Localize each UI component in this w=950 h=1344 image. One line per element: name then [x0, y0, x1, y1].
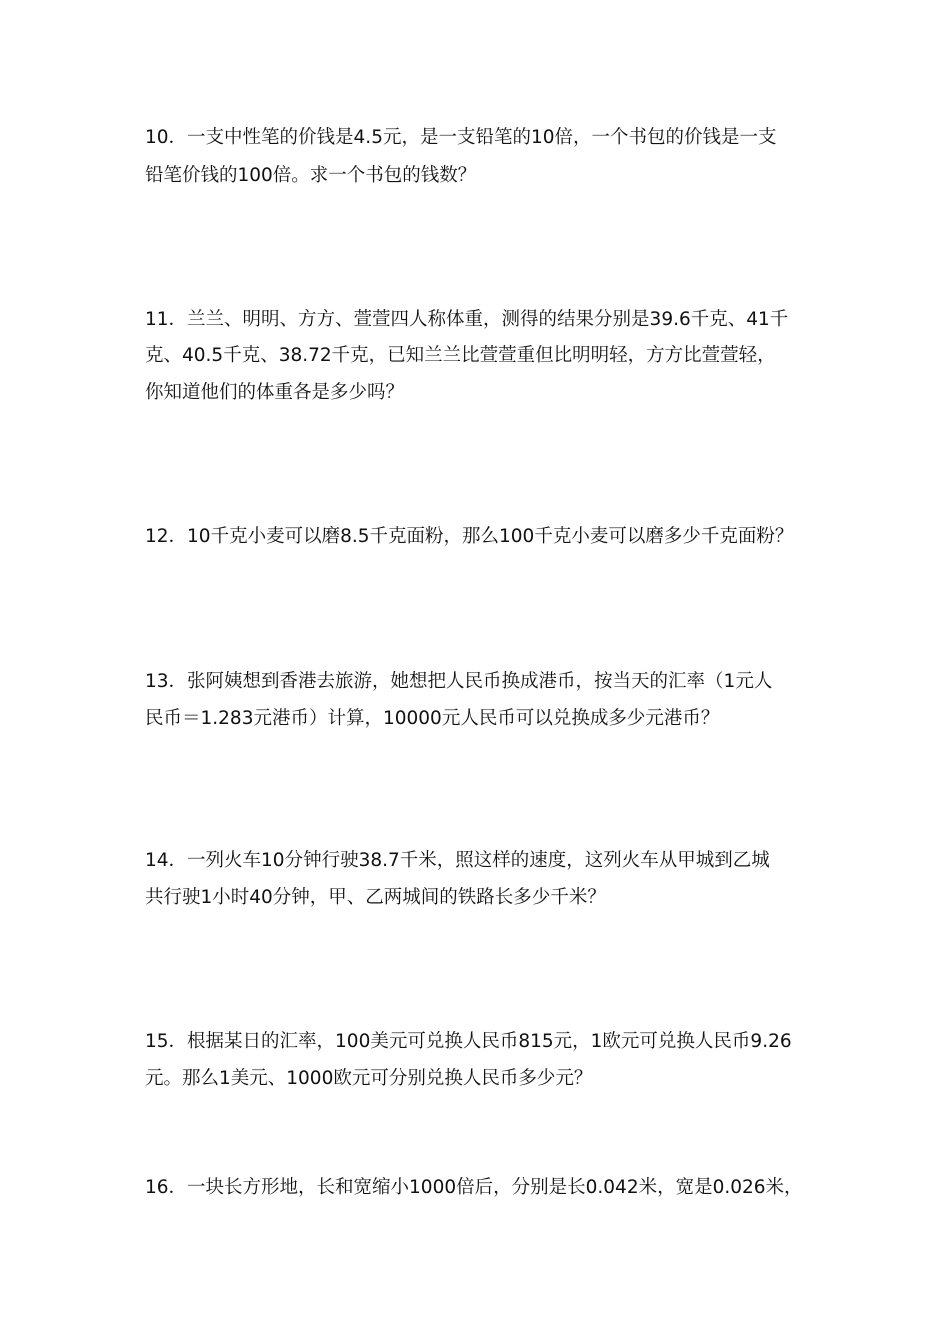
problem-14-line-1: 14．一列火车10分钟行驶38.7千米，照这样的速度，这列火车从甲城到乙城 [145, 850, 770, 871]
problem-10-line-2: 铅笔价钱的100倍。求一个书包的钱数？ [145, 165, 477, 186]
problem-11-line-1: 11．兰兰、明明、方方、萱萱四人称体重，测得的结果分别是39.6千克、41千 [145, 309, 789, 330]
problem-13-line-1: 13．张阿姨想到香港去旅游，她想把人民币换成港币，按当天的汇率（1元人 [145, 671, 773, 692]
problem-15-line-1: 15．根据某日的汇率，100美元可兑换人民币815元，1欧元可兑换人民币9.26 [145, 1031, 792, 1052]
problem-11-line-2: 克、40.5千克、38.72千克，已知兰兰比萱萱重但比明明轻，方方比萱萱轻， [145, 345, 776, 366]
problem-13-line-2: 民币＝1.283元港币）计算，10000元人民币可以兑换成多少元港币？ [145, 708, 720, 729]
problem-12-line-1: 12．10千克小麦可以磨8.5千克面粉，那么100千克小麦可以磨多少千克面粉？ [145, 526, 794, 547]
problem-16-line-1: 16．一块长方形地，长和宽缩小1000倍后，分别是长0.042米，宽是0.026米， [145, 1177, 803, 1198]
problem-14-line-2: 共行驶1小时40分钟，甲、乙两城间的铁路长多少千米？ [145, 887, 606, 908]
problem-10-line-1: 10．一支中性笔的价钱是4.5元，是一支铅笔的10倍，一个书包的价钱是一支 [145, 127, 777, 148]
problem-11-line-3: 你知道他们的体重各是多少吗？ [145, 382, 405, 403]
problem-15-line-2: 元。那么1美元、1000欧元可分别兑换人民币多少元？ [145, 1068, 593, 1089]
